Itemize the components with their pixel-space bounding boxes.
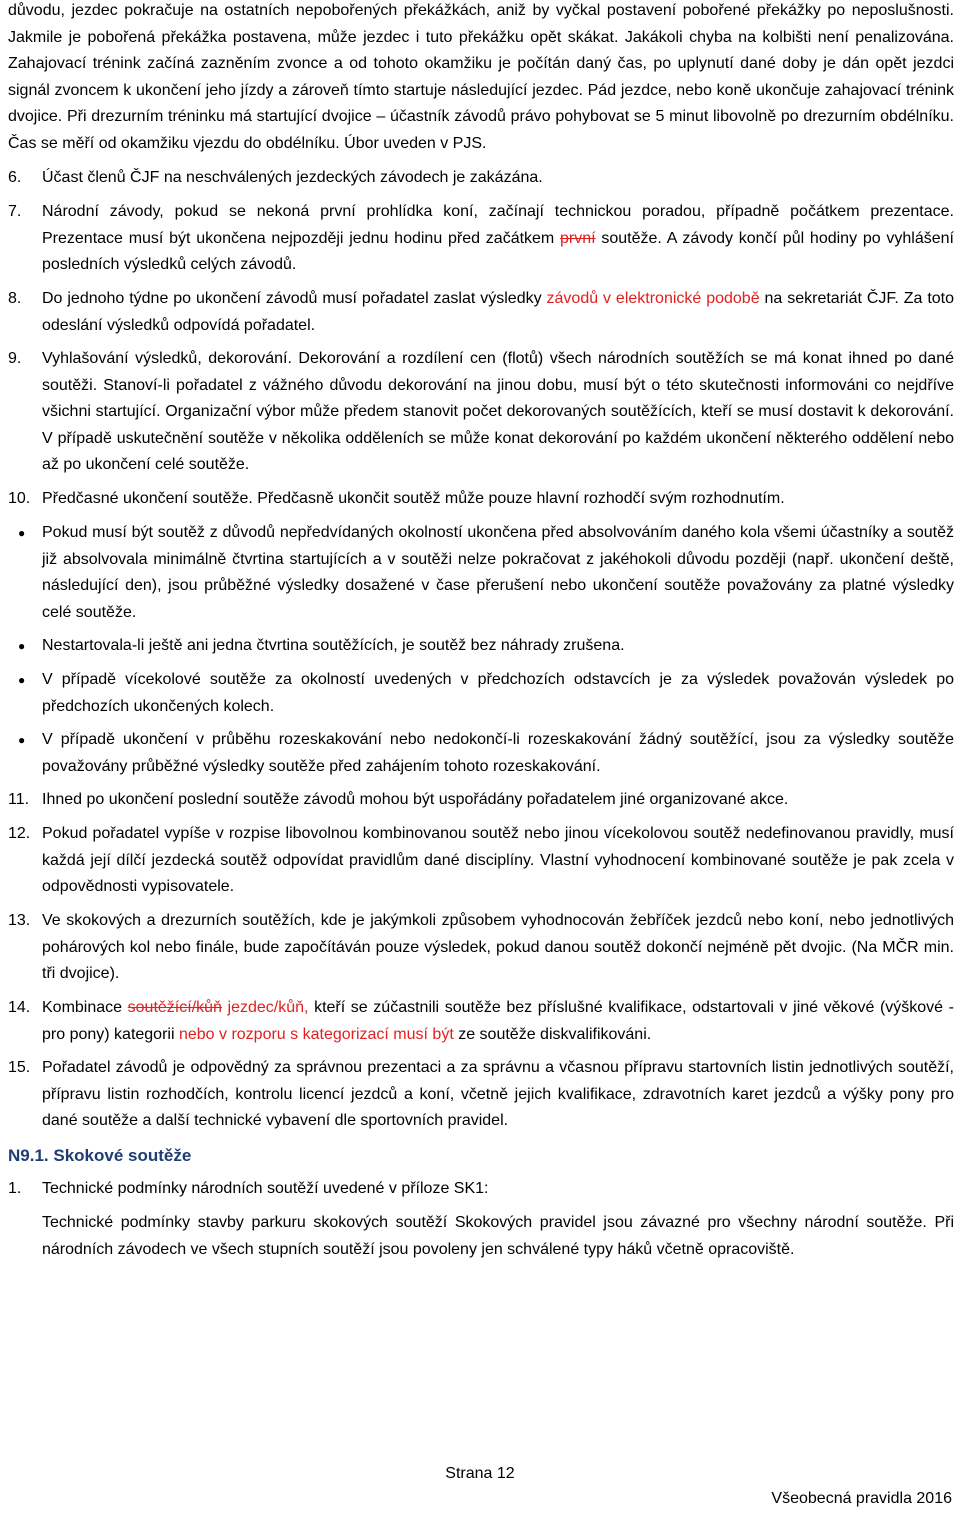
item-text: Do jednoho týdne po ukončení závodů musí pořadatel zaslat výsledky závodů v elektronické podobě na sekretariát ČJF. Za toto odeslání výsledků odpovídá pořadatel. xyxy=(42,290,955,334)
item-number: 7. xyxy=(8,203,22,220)
item-number: 13. xyxy=(8,912,31,929)
item-number: 11. xyxy=(8,791,30,808)
section-heading: N9.1. Skokové soutěže xyxy=(8,1146,192,1165)
intro-paragraph: důvodu, jezdec pokračuje na ostatních nepobořených překážkách, aniž by vyčkal postavení pobořené překážky po neposlušnosti. Jakmile je pobořená překážka postavena, může jezdec i tuto překážku opět skákat. Jakákoli chyba na kolbišti není penalizována. Zahajovací trénink začíná zazněním zvonce a od tohoto okamžiku je počítán daný čas, po uplynutí dané doby je dán opět jezdci signál zvoncem k ukončení jeho jízdy a zároveň tímto startuje následující jezdec. Pád jezdce, nebo koně ukončuje zahajovací trénink dvojice. Při drezurním tréninku má startující dvojice – účastník závodů právo pohybovat se 5 minut libovolně po drezurním obdélníku. Čas se měří od okamžiku vjezdu do obdélníku. Úbor uveden v PJS. xyxy=(8,2,954,152)
bullet-text: Nestartovala-li ještě ani jedna čtvrtina soutěžících, je soutěž bez náhrady zrušena. xyxy=(42,637,625,654)
item-text: Ihned po ukončení poslední soutěže závodů mohou být uspořádány pořadatelem jiné organizované akce. xyxy=(42,791,789,808)
footer-document-title: Všeobecná pravidla 2016 xyxy=(771,1490,952,1507)
item-text: Pořadatel závodů je odpovědný za správnou prezentaci a za správnu a včasnou přípravu startovních listin jednotlivých soutěží, přípravu listin rozhodčích, kontrolu licencí jezdců a koní, včetně jejich kvalifikace, zdravotních karet jezdců a výšky pony pro dané soutěže a další technické vybavení dle sportovních pravidel. xyxy=(42,1059,954,1130)
bullet-icon: ● xyxy=(18,526,26,540)
item-text: Předčasné ukončení soutěže. Předčasně ukončit soutěž může pouze hlavní rozhodčí svým rozhodnutím. xyxy=(42,490,785,507)
item-text: Národní závody, pokud se nekoná první prohlídka koní, začínají technickou poradou, případně počátkem prezentace. Prezentace musí být ukončena nejpozději jednu hodinu před začátkem první soutěže. A závody končí půl hodiny po vyhlášení posledních výsledků celých závodů. xyxy=(42,203,955,274)
item-number: 12. xyxy=(8,825,31,842)
item-number: 14. xyxy=(8,999,31,1016)
bullet-icon: ● xyxy=(18,733,26,747)
item-text: Účast členů ČJF na neschválených jezdeckých závodech je zakázána. xyxy=(42,169,543,186)
item-number: 9. xyxy=(8,350,22,367)
item-text: Pokud pořadatel vypíše v rozpise libovolnou kombinovanou soutěž nebo jinou vícekolovou soutěž nedefinovanou pravidly, musí každá její dílčí jezdecká soutěž odpovídat pravidlům dané disciplíny. Vlastní vyhodnocení kombinované soutěže je pak zcela v odpovědnosti vypisovatele. xyxy=(42,825,954,896)
inserted-text: jezdec/kůň, xyxy=(221,999,309,1016)
section-paragraph: Technické podmínky stavby parkuru skokových soutěží Skokových pravidel jsou závazné pro všechny národní soutěže. Při národních závodech ve všech stupních soutěží jsou povoleny jen schválené typy háků včetně opracoviště. xyxy=(42,1214,954,1258)
list-item-12 xyxy=(8,821,954,901)
bullet-text: V případě vícekolové soutěže za okolností uvedených v předchozích odstavcích je za výsledek považován výsledek po předchozích ukončených kolech. xyxy=(42,671,954,715)
bullet-icon: ● xyxy=(18,673,26,687)
bullet-item xyxy=(8,633,954,660)
list-item-6 xyxy=(8,165,954,192)
item-number: 1. xyxy=(8,1180,22,1197)
section-list-item-1 xyxy=(8,1176,954,1203)
page-number: Strana 12 xyxy=(445,1465,515,1482)
struck-text: soutěžící/kůň xyxy=(127,999,222,1016)
bullet-icon: ● xyxy=(18,639,26,653)
bullet-item xyxy=(8,520,954,626)
item-number: 6. xyxy=(8,169,22,186)
item-text: Technické podmínky národních soutěží uvedené v příloze SK1: xyxy=(42,1180,489,1197)
item-number: 8. xyxy=(8,290,22,307)
bullet-text: V případě ukončení v průběhu rozeskakování nebo nedokončí-li rozeskakování žádný soutěžící, jsou za výsledky soutěže považovány průběžné výsledky soutěže před zahájením tohoto rozeskakování. xyxy=(42,731,954,775)
list-item-10 xyxy=(8,486,954,513)
item-text: Vyhlašování výsledků, dekorování. Dekorování a rozdílení cen (flotů) všech národních soutěžích se má konat ihned po dané soutěži. Stanoví-li pořadatel z vážného důvodu dekorování na jinou dobu, musí být o této skutečnosti informováni co nejdříve všichni startující. Organizační výbor může předem stanovit počet dekorovaných soutěžících, kteří se musí dostavit k dekorování. V případě uskutečnění soutěže v několika odděleních se může konat dekorování po každém ukončení některého oddělení nebo až po ukončení celé soutěže. xyxy=(42,350,954,474)
list-item-13 xyxy=(8,908,954,988)
item-number: 10. xyxy=(8,490,31,507)
item-number: 15. xyxy=(8,1059,31,1076)
inserted-text: závodů v elektronické podobě xyxy=(546,290,760,307)
list-item-11 xyxy=(8,787,954,814)
item-text: Ve skokových a drezurních soutěžích, kde je jakýmkoli způsobem vyhodnocován žebříček jezdců nebo koní, nebo jednotlivých pohárových kol nebo finále, bude započítáván pouze výsledek, pokud danou soutěž dokončí nejméně pět dvojic. (Na MČR min. tři dvojice). xyxy=(42,912,954,983)
list-item-15 xyxy=(8,1055,954,1135)
list-item-7 xyxy=(8,199,954,279)
list-item-9 xyxy=(8,346,954,479)
item-text: Kombinace soutěžící/kůň jezdec/kůň, kteří se zúčastnili soutěže bez příslušné kvalifikace, odstartovali v jiné věkové (výškové - pro pony) kategorii nebo v rozporu s kategorizací musí být ze soutěže diskvalifikováni. xyxy=(42,999,954,1043)
struck-text: první xyxy=(560,229,596,247)
bullet-item xyxy=(8,727,954,780)
list-item-14 xyxy=(8,995,954,1048)
inserted-text: nebo v rozporu s kategorizací musí být xyxy=(178,1025,454,1043)
list-item-8 xyxy=(8,286,954,339)
bullet-text: Pokud musí být soutěž z důvodů nepředvídaných okolností ukončena před absolvováním daného kola všemi účastníky a soutěž již absolvovala minimálně čtvrtina startujících a v soutěži nelze pokračovat z jakéhokoli důvodu později (např. ukončení deště, následující den), jsou průběžné výsledky dosažené v čase přerušení nebo ukončení soutěže považovány za platné výsledky celé soutěže. xyxy=(42,524,954,621)
bullet-item xyxy=(8,667,954,720)
